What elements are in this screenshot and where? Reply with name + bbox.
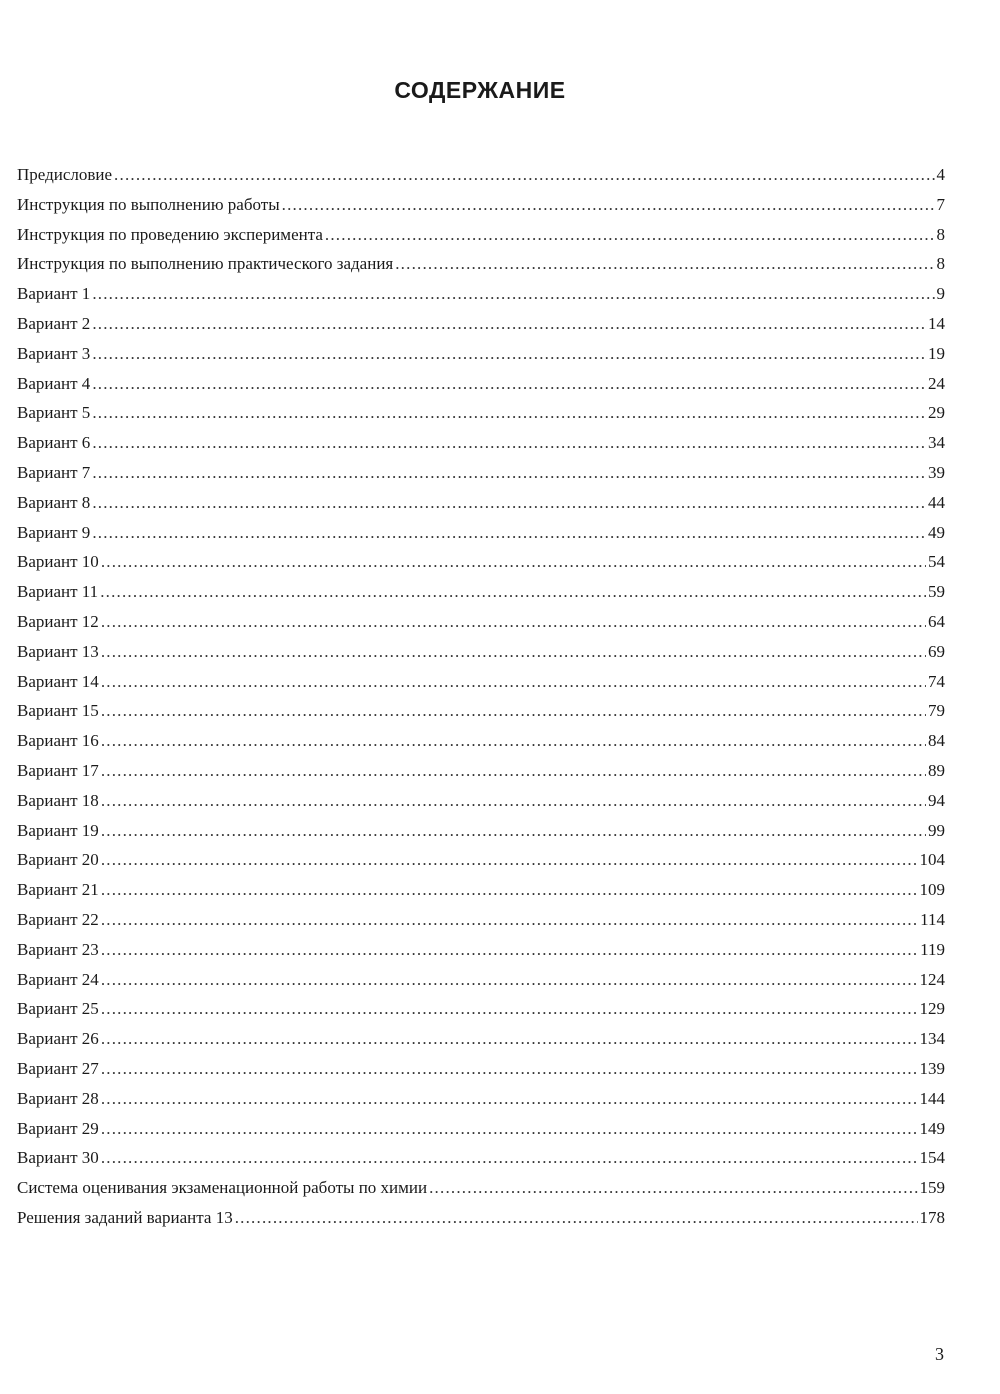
toc-entry — [17, 190, 945, 220]
toc-entry-page: 24 — [928, 373, 945, 393]
toc-dot-leader — [429, 1173, 917, 1203]
toc-entry — [17, 965, 945, 995]
toc-entry — [17, 458, 945, 488]
toc-entry — [17, 1054, 945, 1084]
toc-entry-label: Вариант 8 — [17, 492, 91, 512]
toc-dot-leader — [282, 190, 935, 220]
toc-dot-leader — [92, 339, 926, 369]
toc-dot-leader — [92, 369, 926, 399]
toc-dot-leader — [101, 1143, 918, 1173]
toc-entry-page: 7 — [936, 194, 945, 214]
toc-entry — [17, 249, 945, 279]
toc-entry-label: Вариант 20 — [17, 850, 99, 870]
toc-dot-leader — [101, 994, 918, 1024]
toc-entry-page: 79 — [928, 701, 945, 721]
toc-dot-leader — [100, 577, 926, 607]
toc-entry-page: 44 — [928, 492, 945, 512]
toc-entry-label: Вариант 3 — [17, 343, 91, 363]
toc-dot-leader — [92, 398, 926, 428]
toc-entry-page: 109 — [919, 880, 945, 900]
toc-entry-page: 74 — [928, 671, 945, 691]
toc-entry — [17, 339, 945, 369]
toc-entry-label: Вариант 24 — [17, 969, 99, 989]
toc-entry-page: 14 — [928, 313, 945, 333]
toc-dot-leader — [101, 935, 918, 965]
toc-entry-page: 59 — [928, 582, 945, 602]
toc-dot-leader — [101, 1054, 918, 1084]
toc-entry-page: 49 — [928, 522, 945, 542]
toc-entry-page: 178 — [919, 1207, 945, 1227]
toc-dot-leader — [325, 220, 935, 250]
toc-dot-leader — [101, 637, 926, 667]
toc-entry — [17, 220, 945, 250]
table-of-contents — [17, 160, 945, 1233]
toc-entry-label: Вариант 7 — [17, 462, 91, 482]
toc-entry-label: Вариант 16 — [17, 731, 99, 751]
toc-entry — [17, 935, 945, 965]
toc-dot-leader — [101, 1114, 918, 1144]
toc-dot-leader — [101, 1084, 918, 1114]
toc-entry — [17, 637, 945, 667]
toc-entry-page: 29 — [928, 403, 945, 423]
toc-entry-page: 159 — [919, 1178, 945, 1198]
toc-entry-page: 69 — [928, 641, 945, 661]
toc-entry-label: Вариант 13 — [17, 641, 99, 661]
toc-entry-label: Инструкция по проведению эксперимента — [17, 224, 323, 244]
toc-dot-leader — [101, 1024, 918, 1054]
toc-dot-leader — [101, 965, 918, 995]
toc-entry — [17, 160, 945, 190]
toc-entry-page: 54 — [928, 552, 945, 572]
toc-entry — [17, 1203, 945, 1233]
page-title: СОДЕРЖАНИЕ — [394, 77, 566, 104]
toc-entry-page: 114 — [920, 909, 945, 929]
toc-entry-page: 39 — [928, 462, 945, 482]
toc-dot-leader — [101, 667, 926, 697]
toc-entry-page: 134 — [919, 1029, 945, 1049]
toc-entry — [17, 994, 945, 1024]
toc-entry-label: Вариант 23 — [17, 939, 99, 959]
toc-entry-page: 19 — [928, 343, 945, 363]
toc-entry-page: 4 — [936, 165, 945, 184]
toc-entry — [17, 786, 945, 816]
toc-entry — [17, 398, 945, 428]
toc-dot-leader — [101, 786, 926, 816]
toc-dot-leader — [395, 249, 934, 279]
toc-entry-page: 119 — [920, 939, 945, 959]
toc-entry-label: Вариант 25 — [17, 999, 99, 1019]
toc-entry-label: Вариант 12 — [17, 611, 99, 631]
toc-entry — [17, 1114, 945, 1144]
toc-entry — [17, 756, 945, 786]
toc-dot-leader — [92, 458, 926, 488]
toc-entry-label: Вариант 28 — [17, 1088, 99, 1108]
toc-entry-label: Вариант 2 — [17, 313, 91, 333]
toc-entry-page: 8 — [936, 254, 945, 274]
toc-entry-label: Вариант 11 — [17, 582, 99, 602]
toc-entry — [17, 518, 945, 548]
toc-entry-label: Предисловие — [17, 165, 113, 184]
toc-entry — [17, 279, 945, 309]
toc-dot-leader — [101, 696, 926, 726]
toc-entry — [17, 816, 945, 846]
toc-entry-label: Инструкция по выполнению практического задания — [17, 254, 394, 274]
toc-dot-leader — [92, 488, 926, 518]
toc-dot-leader — [101, 756, 926, 786]
toc-entry-page: 154 — [919, 1148, 945, 1168]
toc-dot-leader — [101, 726, 926, 756]
toc-entry-label: Вариант 29 — [17, 1118, 99, 1138]
toc-dot-leader — [92, 518, 926, 548]
toc-entry — [17, 369, 945, 399]
toc-entry — [17, 845, 945, 875]
toc-entry-label: Вариант 27 — [17, 1058, 99, 1078]
toc-entry — [17, 1143, 945, 1173]
toc-entry — [17, 726, 945, 756]
toc-entry-page: 9 — [936, 284, 945, 304]
toc-entry-label: Вариант 30 — [17, 1148, 99, 1168]
toc-entry-page: 84 — [928, 731, 945, 751]
toc-dot-leader — [92, 279, 934, 309]
toc-entry — [17, 488, 945, 518]
toc-dot-leader — [101, 816, 926, 846]
toc-entry-label: Вариант 26 — [17, 1029, 99, 1049]
toc-dot-leader — [101, 905, 918, 935]
toc-entry-label: Вариант 17 — [17, 760, 99, 780]
toc-entry-page: 89 — [928, 760, 945, 780]
toc-entry — [17, 696, 945, 726]
toc-dot-leader — [101, 845, 918, 875]
toc-entry-label: Инструкция по выполнению работы — [17, 194, 280, 214]
toc-dot-leader — [101, 875, 918, 905]
toc-entry-page: 149 — [919, 1118, 945, 1138]
toc-entry-page: 94 — [928, 790, 945, 810]
toc-entry-page: 34 — [928, 433, 945, 453]
toc-entry-label: Вариант 15 — [17, 701, 99, 721]
toc-entry-page: 124 — [919, 969, 945, 989]
toc-dot-leader — [114, 160, 934, 190]
toc-entry-label: Вариант 19 — [17, 820, 99, 840]
toc-entry — [17, 1173, 945, 1203]
page-number: 3 — [935, 1344, 944, 1364]
toc-dot-leader — [235, 1203, 918, 1233]
toc-entry-label: Вариант 1 — [17, 284, 91, 304]
toc-entry-page: 144 — [919, 1088, 945, 1108]
toc-entry — [17, 428, 945, 458]
toc-entry — [17, 1024, 945, 1054]
toc-entry-page: 64 — [928, 611, 945, 631]
toc-entry-label: Вариант 14 — [17, 671, 99, 691]
toc-entry — [17, 905, 945, 935]
toc-entry-page: 139 — [919, 1058, 945, 1078]
toc-entry-label: Вариант 22 — [17, 909, 99, 929]
toc-entry-label: Вариант 18 — [17, 790, 99, 810]
toc-entry — [17, 607, 945, 637]
toc-entry-label: Вариант 9 — [17, 522, 91, 542]
toc-entry-label: Система оценивания экзаменационной работы по химии — [17, 1178, 428, 1198]
toc-entry-label: Вариант 6 — [17, 433, 91, 453]
toc-dot-leader — [92, 309, 926, 339]
toc-entry — [17, 309, 945, 339]
toc-dot-leader — [101, 547, 926, 577]
toc-entry-label: Вариант 10 — [17, 552, 99, 572]
toc-dot-leader — [92, 428, 926, 458]
toc-entry-page: 99 — [928, 820, 945, 840]
toc-entry — [17, 577, 945, 607]
toc-entry — [17, 667, 945, 697]
toc-entry-label: Вариант 5 — [17, 403, 91, 423]
toc-entry-page: 129 — [919, 999, 945, 1019]
toc-entry-label: Вариант 21 — [17, 880, 99, 900]
toc-dot-leader — [101, 607, 926, 637]
toc-entry — [17, 875, 945, 905]
toc-entry-page: 104 — [919, 850, 945, 870]
toc-entry-label: Вариант 4 — [17, 373, 91, 393]
toc-entry-page: 8 — [936, 224, 945, 244]
toc-entry — [17, 547, 945, 577]
toc-entry-label: Решения заданий варианта 13 — [17, 1207, 233, 1227]
toc-entry — [17, 1084, 945, 1114]
